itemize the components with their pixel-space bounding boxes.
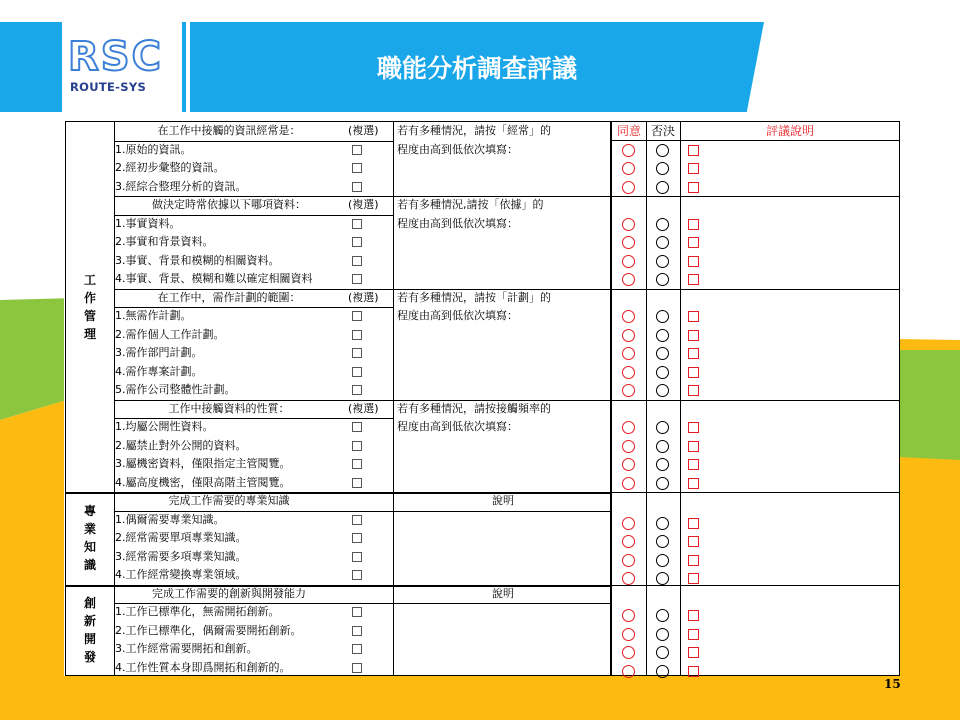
reject-radio[interactable] (656, 273, 669, 286)
option-checkbox[interactable] (352, 145, 362, 155)
reject-radio[interactable] (656, 554, 669, 567)
comment-checkbox[interactable] (688, 518, 699, 529)
resp-divider-2 (680, 122, 681, 675)
agree-radio[interactable] (622, 218, 635, 231)
response-section-divider (612, 289, 899, 290)
option-label: 2.經初步彙整的資訊。 (115, 161, 225, 174)
agree-radio[interactable] (622, 458, 635, 471)
resp-divider-1 (646, 122, 647, 675)
agree-radio[interactable] (622, 477, 635, 490)
agree-radio[interactable] (622, 535, 635, 548)
reject-radio[interactable] (656, 236, 669, 249)
comment-checkbox[interactable] (688, 237, 699, 248)
reject-radio[interactable] (656, 440, 669, 453)
option-checkbox[interactable] (352, 237, 362, 247)
reject-radio[interactable] (656, 162, 669, 175)
option-checkbox[interactable] (352, 311, 362, 321)
comment-checkbox[interactable] (688, 385, 699, 396)
option-checkbox[interactable] (352, 459, 362, 469)
agree-radio[interactable] (622, 572, 635, 585)
section-title: 完成工作需要的創新與開發能力 (152, 586, 306, 600)
comment-checkbox[interactable] (688, 647, 699, 658)
section-note: 若有多種情況，請按「計劃」的 (397, 290, 551, 304)
multi-select-tag: (複選) (348, 124, 379, 137)
comment-checkbox[interactable] (688, 666, 699, 677)
comment-checkbox[interactable] (688, 459, 699, 470)
option-checkbox[interactable] (352, 644, 362, 654)
section-note: 若有多種情況，請按接觸頻率的 (397, 401, 551, 415)
comment-checkbox[interactable] (688, 274, 699, 285)
comment-checkbox[interactable] (688, 219, 699, 230)
response-table (611, 121, 900, 676)
comment-checkbox[interactable] (688, 610, 699, 621)
option-checkbox[interactable] (352, 348, 362, 358)
reject-radio[interactable] (656, 310, 669, 323)
comment-checkbox[interactable] (688, 256, 699, 267)
option-label: 4.需作專案計劃。 (115, 364, 203, 378)
option-checkbox[interactable] (352, 626, 362, 636)
option-checkbox[interactable] (352, 607, 362, 617)
option-checkbox[interactable] (352, 663, 362, 673)
reject-radio[interactable] (656, 347, 669, 360)
reject-header: 否決 (650, 124, 675, 138)
reject-radio[interactable] (656, 477, 669, 490)
option-label: 3.工作經常需要開拓和創新。 (115, 642, 258, 655)
agree-radio[interactable] (622, 628, 635, 641)
response-section-divider (612, 585, 899, 586)
reject-radio[interactable] (656, 517, 669, 530)
option-label: 4.屬高度機密，僅限高階主管閱覽。 (115, 475, 291, 489)
comment-checkbox[interactable] (688, 478, 699, 489)
comment-checkbox[interactable] (688, 555, 699, 566)
section-title: 在工作中，需作計劃的範圍： (157, 290, 301, 304)
option-label: 4.工作性質本身即爲開拓和創新的。 (115, 660, 291, 674)
response-section-divider (612, 400, 899, 401)
option-label: 3.經綜合整理分析的資訊。 (115, 179, 247, 193)
option-checkbox[interactable] (352, 330, 362, 340)
section-title: 完成工作需要的專業知識 (168, 494, 290, 507)
comment-checkbox[interactable] (688, 330, 699, 341)
agree-radio[interactable] (622, 144, 635, 157)
option-label: 1.原始的資訊。 (115, 142, 192, 156)
section-note-2: 程度由高到低依次填寫： (397, 216, 518, 230)
option-checkbox[interactable] (352, 422, 362, 432)
page-number: 15 (884, 677, 901, 691)
response-section-divider (612, 196, 899, 197)
comment-checkbox[interactable] (688, 422, 699, 433)
reject-radio[interactable] (656, 628, 669, 641)
option-checkbox[interactable] (352, 385, 362, 395)
option-checkbox[interactable] (352, 274, 362, 284)
multi-select-tag: (複選) (348, 290, 379, 304)
reject-radio[interactable] (656, 421, 669, 434)
option-label: 2.經常需要單項專業知識。 (115, 531, 247, 544)
multi-select-tag: (複選) (348, 401, 379, 415)
agree-radio[interactable] (622, 255, 635, 268)
reject-radio[interactable] (656, 535, 669, 548)
comment-checkbox[interactable] (688, 441, 699, 452)
section-note: 若有多種情況，請按「經常」的 (397, 124, 551, 137)
agree-header: 同意 (616, 124, 641, 138)
agree-radio[interactable] (622, 384, 635, 397)
agree-radio[interactable] (622, 329, 635, 342)
option-label: 5.需作公司整體性計劃。 (115, 383, 236, 396)
option-checkbox[interactable] (352, 367, 362, 377)
option-checkbox[interactable] (352, 478, 362, 488)
reject-radio[interactable] (656, 384, 669, 397)
comment-checkbox[interactable] (688, 573, 699, 584)
reject-radio[interactable] (656, 144, 669, 157)
agree-radio[interactable] (622, 421, 635, 434)
option-label: 2.屬禁止對外公開的資料。 (115, 438, 247, 452)
reject-radio[interactable] (656, 646, 669, 659)
section-note-2: 程度由高到低依次填寫： (397, 420, 518, 433)
option-checkbox[interactable] (352, 256, 362, 266)
reject-radio[interactable] (656, 665, 669, 678)
reject-radio[interactable] (656, 572, 669, 585)
response-section-divider (612, 492, 899, 493)
questionnaire-form (65, 121, 611, 676)
option-label: 1.無需作計劃。 (115, 309, 192, 322)
option-checkbox[interactable] (352, 163, 362, 173)
comment-header: 評議說明 (765, 124, 814, 138)
section-note: 說明 (492, 494, 514, 507)
agree-radio[interactable] (622, 181, 635, 194)
comment-checkbox[interactable] (688, 348, 699, 359)
section-note: 說明 (492, 586, 514, 600)
option-label: 3.屬機密資料，僅限指定主管閱覽。 (115, 457, 291, 470)
option-label: 2.需作個人工作計劃。 (115, 327, 225, 341)
reject-radio[interactable] (656, 218, 669, 231)
agree-radio[interactable] (622, 646, 635, 659)
agree-radio[interactable] (622, 273, 635, 286)
category-innovation: 創 新 開 發 (66, 584, 115, 676)
agree-radio[interactable] (622, 440, 635, 453)
option-checkbox[interactable] (352, 570, 362, 580)
agree-radio[interactable] (622, 366, 635, 379)
page-title: 職能分析調查評議 (376, 54, 577, 83)
option-label: 2.工作已標準化，偶爾需要開拓創新。 (115, 623, 302, 637)
option-label: 4.事實、背景、模糊和難以確定相關資料 (115, 272, 313, 285)
option-checkbox[interactable] (352, 533, 362, 543)
section-note-2: 程度由高到低依次填寫： (397, 142, 518, 156)
option-label: 1.均屬公開性資料。 (115, 420, 214, 433)
agree-radio[interactable] (622, 162, 635, 175)
option-checkbox[interactable] (352, 515, 362, 525)
option-checkbox[interactable] (352, 441, 362, 451)
option-label: 1.事實資料。 (115, 216, 181, 230)
option-label: 2.事實和背景資料。 (115, 235, 214, 248)
option-label: 3.需作部門計劃。 (115, 346, 203, 359)
option-label: 1.工作已標準化，無需開拓創新。 (115, 605, 280, 618)
comment-checkbox[interactable] (688, 536, 699, 547)
multi-select-tag: (複選) (348, 198, 379, 211)
reject-radio[interactable] (656, 329, 669, 342)
agree-radio[interactable] (622, 517, 635, 530)
agree-radio[interactable] (622, 236, 635, 249)
agree-radio[interactable] (622, 347, 635, 360)
option-label: 3.經常需要多項專業知識。 (115, 549, 247, 563)
option-label: 4.工作經常變換專業領域。 (115, 568, 247, 581)
section-title: 做決定時常依據以下哪項資料： (152, 198, 306, 211)
option-label: 1.偶爾需要專業知識。 (115, 512, 225, 526)
section-title: 在工作中接觸的資訊經常是： (157, 124, 301, 137)
logo-letters: RSC (68, 34, 163, 80)
agree-radio[interactable] (622, 554, 635, 567)
section-note-2: 程度由高到低依次填寫： (397, 309, 518, 322)
option-checkbox[interactable] (352, 219, 362, 229)
resp-header-line (612, 140, 899, 141)
comment-checkbox[interactable] (688, 629, 699, 640)
agree-radio[interactable] (622, 609, 635, 622)
reject-radio[interactable] (656, 181, 669, 194)
reject-radio[interactable] (656, 609, 669, 622)
option-checkbox[interactable] (352, 182, 362, 192)
category-knowledge: 專 業 知 識 (66, 492, 115, 584)
agree-radio[interactable] (622, 665, 635, 678)
logo-subtitle: ROUTE-SYS (70, 80, 147, 94)
comment-checkbox[interactable] (688, 163, 699, 174)
reject-radio[interactable] (656, 366, 669, 379)
comment-checkbox[interactable] (688, 367, 699, 378)
comment-checkbox[interactable] (688, 145, 699, 156)
comment-checkbox[interactable] (688, 182, 699, 193)
category-management: 工 作 管 理 (66, 122, 115, 492)
option-label: 3.事實、背景和模糊的相關資料。 (115, 253, 280, 267)
agree-radio[interactable] (622, 310, 635, 323)
comment-checkbox[interactable] (688, 311, 699, 322)
reject-radio[interactable] (656, 458, 669, 471)
section-title: 工作中接觸資料的性質： (168, 401, 290, 415)
company-logo (62, 22, 182, 112)
section-note: 若有多種情況,請按「依據」的 (397, 198, 544, 211)
option-checkbox[interactable] (352, 552, 362, 562)
reject-radio[interactable] (656, 255, 669, 268)
